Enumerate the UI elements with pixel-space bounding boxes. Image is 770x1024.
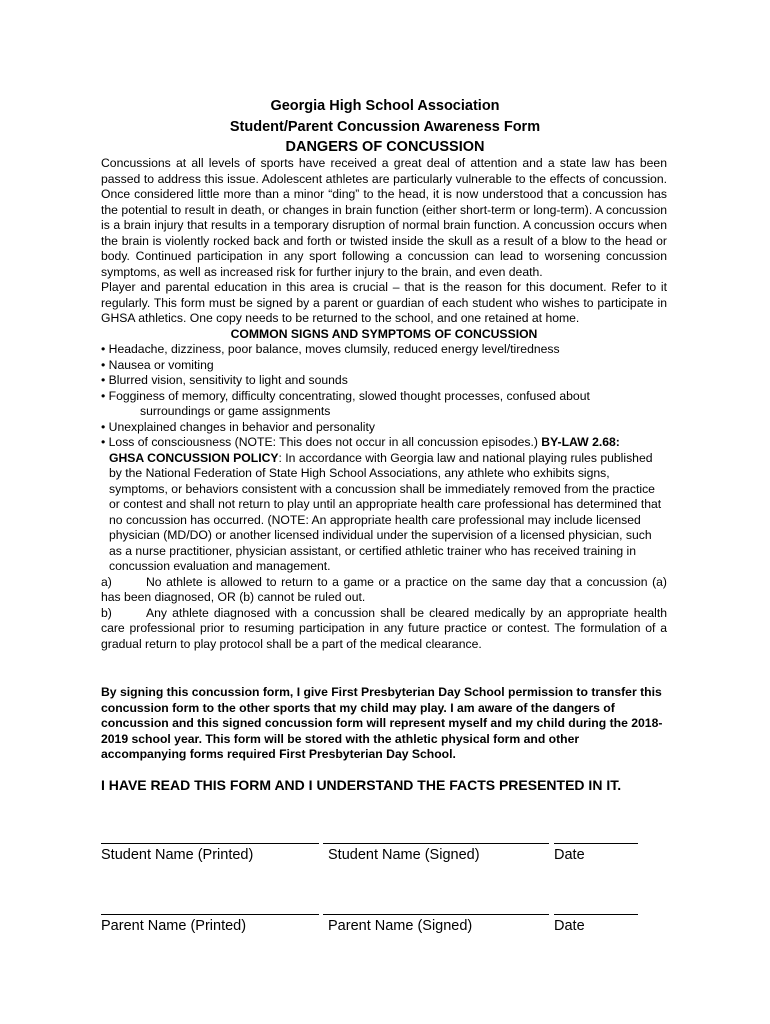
symptom-item: • Headache, dizziness, poor balance, moves clumsily, reduced energy level/tiredness [101,342,560,356]
consent-paragraph: By signing this concussion form, I give First Presbyterian Day School permission to transfer this concussion form to the other sports that my child may play. I am aware of the dangers of concussion and this signed concussion form will represent myself and my child during the 2018-2019 school year. This form will be stored with the athletic physical form and other accompanying forms required First Presbyterian Day School. [101,685,663,761]
education-paragraph: Player and parental education in this area is crucial – that is the reason for this document. Refer to it regularly. This form must be signed by a parent or guardian of each student who wishes to participate in GHSA athletics. One copy needs to be returned to the school, and one retained at home. [101,280,667,325]
symptom-item: • Nausea or vomiting [101,357,214,372]
policy-item-b [101,606,667,653]
acknowledgement-statement: I HAVE READ THIS FORM AND I UNDERSTAND THE FACTS PRESENTED IN IT. [101,777,622,793]
form-body [101,156,667,652]
parent-printed-name-label: Parent Name (Printed) [101,918,247,934]
association-title: Georgia High School Association [270,98,500,114]
student-date-line[interactable] [554,843,638,844]
intro-paragraph: Concussions at all levels of sports have received a great deal of attention and a state law has been passed to address this issue. Adolescent athletes are particularly vulnerable to the effects of concussion. Once considered little more than a minor “ding” to the head, it is now understood that a concussion has the potential to result in death, or changes in brain function (either short-term or long-term). A concussion is a brain injury that results in a temporary disruption of normal brain function. A concussion occurs when the brain is violently rocked back and forth or twisted inside the skull as a result of a blow to the head or body. Continued participation in any sport following a concussion can lead to worsening concussion symptoms, as well as increased risk for further injury to the brain, and even death. [101,156,667,279]
parent-printed-name-line[interactable] [101,914,319,915]
symptom-item: • Unexplained changes in behavior and personality [101,419,375,434]
student-signed-name-label: Student Name (Signed) [328,847,480,863]
symptom-item-continuation: surroundings or game assignments [140,404,331,418]
policy-label: GHSA CONCUSSION POLICY [109,450,279,465]
student-printed-name-label: Student Name (Printed) [101,847,254,863]
symptoms-heading: COMMON SIGNS AND SYMPTOMS OF CONCUSSION [230,326,538,341]
parent-signature-line[interactable] [323,914,549,915]
symptom-item: • Blurred vision, sensitivity to light and sounds [101,373,348,387]
item-label: b) [101,605,112,620]
bylaw-label: BY-LAW 2.68: [541,435,620,449]
parent-date-line[interactable] [554,914,638,915]
student-printed-name-line[interactable] [101,843,319,844]
student-date-label: Date [554,847,585,863]
item-text: Any athlete diagnosed with a concussion shall be cleared medically by an appropriate health care professional prior to resuming participation in any future practice or contest. The formulation of a gradual return to play protocol shall be a part of the medical clearance. [101,605,667,651]
symptom-item-consciousness [101,435,667,451]
symptom-item-text: • Loss of consciousness (NOTE: This does not occur in all concussion episodes.) [101,435,542,449]
policy-item-a [101,575,667,606]
item-label: a) [101,574,112,589]
parent-signed-name-label: Parent Name (Signed) [328,918,473,934]
form-title: Student/Parent Concussion Awareness Form [229,119,541,135]
student-signature-line[interactable] [323,843,549,844]
parent-date-label: Date [554,918,585,934]
policy-text: : In accordance with Georgia law and national playing rules published by the National Federation of State High School Associations, any athlete who exhibits signs, symptoms, or behaviors consistent with a concussion shall be immediately removed from the practice or contest and shall not return to play until an appropriate health care professional has determined that no concussion has occurred. (NOTE: An appropriate health care professional may include licensed physician (MD/DO) or another licensed individual under the supervision of a licensed physician, such as a nurse practitioner, physician assistant, or certified athletic trainer who has received training in concussion evaluation and management. [109,450,662,573]
section-title: DANGERS OF CONCUSSION [285,139,485,155]
policy-paragraph [101,451,667,575]
symptom-item: • Fogginess of memory, difficulty concentrating, slowed thought processes, confused about [101,388,590,403]
item-text: No athlete is allowed to return to a game or a practice on the same day that a concussion (a) has been diagnosed, OR (b) cannot be ruled out. [101,574,667,604]
